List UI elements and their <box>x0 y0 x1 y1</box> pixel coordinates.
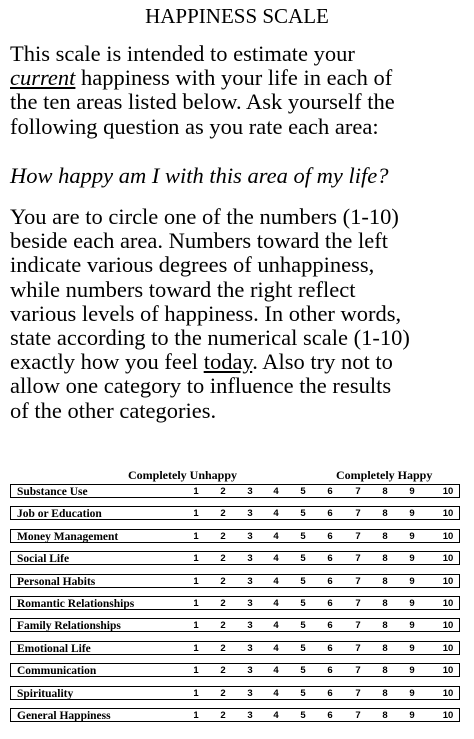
intro-line-1: This scale is intended to estimate your <box>10 41 355 66</box>
today-emphasis: today <box>203 349 253 375</box>
rating-option-1[interactable]: 1 <box>193 508 199 520</box>
rating-option-8[interactable]: 8 <box>382 486 388 497</box>
rating-option-2[interactable]: 2 <box>220 687 226 699</box>
rating-option-9[interactable]: 9 <box>409 710 415 721</box>
rating-option-8[interactable]: 8 <box>382 665 388 677</box>
area-label: Spirituality <box>17 687 74 700</box>
rating-option-3[interactable]: 3 <box>247 508 253 520</box>
rating-option-4[interactable]: 4 <box>273 508 279 520</box>
instructions-line-7-start: exactly how you feel <box>10 349 204 375</box>
rating-option-7[interactable]: 7 <box>355 486 361 497</box>
rating-option-10[interactable]: 10 <box>442 530 454 542</box>
rating-row <box>10 686 460 700</box>
rating-option-7[interactable]: 7 <box>355 687 361 699</box>
rating-option-1[interactable]: 1 <box>193 687 199 699</box>
rating-option-3[interactable]: 3 <box>247 665 253 677</box>
rating-option-2[interactable]: 2 <box>220 530 226 542</box>
area-label: General Happiness <box>17 710 111 722</box>
area-label: Emotional Life <box>17 642 91 655</box>
self-question: How happy am I with this area of my life? <box>10 163 389 188</box>
intro-line-3: the ten areas listed below. Ask yourself the <box>10 89 395 115</box>
area-label: Social Life <box>17 553 70 566</box>
area-label: Communication <box>17 665 97 678</box>
rating-option-6[interactable]: 6 <box>327 486 333 497</box>
rating-option-7[interactable]: 7 <box>355 620 361 632</box>
rating-option-9[interactable]: 9 <box>409 665 415 677</box>
rating-option-3[interactable]: 3 <box>247 620 253 632</box>
rating-option-7[interactable]: 7 <box>355 575 361 587</box>
rating-option-5[interactable]: 5 <box>300 530 306 542</box>
rating-option-1[interactable]: 1 <box>193 642 199 654</box>
rating-option-9[interactable]: 9 <box>409 486 415 497</box>
rating-option-8[interactable]: 8 <box>382 620 388 632</box>
rating-option-8[interactable]: 8 <box>382 687 388 699</box>
rating-option-9[interactable]: 9 <box>409 508 415 520</box>
rating-option-10[interactable]: 10 <box>442 486 454 497</box>
rating-option-3[interactable]: 3 <box>247 687 253 699</box>
rating-option-7[interactable]: 7 <box>355 530 361 542</box>
rating-option-4[interactable]: 4 <box>273 530 279 542</box>
rating-option-10[interactable]: 10 <box>442 642 454 654</box>
rating-option-5[interactable]: 5 <box>300 508 306 520</box>
rating-option-10[interactable]: 10 <box>442 710 454 721</box>
rating-option-2[interactable]: 2 <box>220 553 226 565</box>
rating-option-5[interactable]: 5 <box>300 575 306 587</box>
rating-option-3[interactable]: 3 <box>247 575 253 587</box>
rating-option-6[interactable]: 6 <box>327 508 333 520</box>
rating-option-6[interactable]: 6 <box>327 620 333 632</box>
rating-option-5[interactable]: 5 <box>300 620 306 632</box>
rating-option-1[interactable]: 1 <box>193 553 199 565</box>
rating-option-10[interactable]: 10 <box>442 553 454 565</box>
rating-option-8[interactable]: 8 <box>382 598 388 609</box>
rating-option-1[interactable]: 1 <box>193 710 199 721</box>
current-emphasis: current <box>10 65 76 91</box>
rating-option-2[interactable]: 2 <box>220 620 226 632</box>
area-label: Job or Education <box>17 508 102 521</box>
rating-option-3[interactable]: 3 <box>247 486 253 497</box>
instructions-line-5: various levels of happiness. In other words, <box>10 300 402 326</box>
instructions-line-2: beside each area. Numbers toward the left <box>10 228 388 254</box>
rating-option-4[interactable]: 4 <box>273 575 279 587</box>
rating-option-8[interactable]: 8 <box>382 530 388 542</box>
rating-option-10[interactable]: 10 <box>442 665 454 677</box>
rating-option-3[interactable]: 3 <box>247 710 253 721</box>
scale-header <box>0 468 474 484</box>
rating-option-10[interactable]: 10 <box>442 575 454 587</box>
rating-option-7[interactable]: 7 <box>355 598 361 609</box>
rating-option-4[interactable]: 4 <box>273 620 279 632</box>
area-label: Family Relationships <box>17 620 121 633</box>
rating-row <box>10 551 460 565</box>
rating-option-2[interactable]: 2 <box>220 575 226 587</box>
rating-option-4[interactable]: 4 <box>273 687 279 699</box>
intro-paragraph <box>10 42 472 139</box>
rating-option-8[interactable]: 8 <box>382 642 388 654</box>
completely-happy-label: Completely Happy <box>336 468 433 482</box>
rating-row <box>10 574 460 588</box>
rating-option-8[interactable]: 8 <box>382 508 388 520</box>
rating-option-3[interactable]: 3 <box>247 598 253 609</box>
instructions-line-3: indicate various degrees of unhappiness, <box>10 252 375 278</box>
rating-option-3[interactable]: 3 <box>247 553 253 565</box>
rating-option-8[interactable]: 8 <box>382 575 388 587</box>
instructions-line-1: You are to circle one of the numbers (1-10) <box>10 204 399 229</box>
rating-option-10[interactable]: 10 <box>442 687 454 699</box>
rating-option-2[interactable]: 2 <box>220 710 226 721</box>
area-label: Substance Use <box>17 486 88 498</box>
rating-option-7[interactable]: 7 <box>355 642 361 654</box>
rating-row <box>10 484 460 498</box>
instructions-line-4: while numbers toward the right reflect <box>10 276 356 302</box>
instructions-line-7-end: . Also try not to <box>252 349 393 375</box>
rating-option-5[interactable]: 5 <box>300 486 306 497</box>
rating-option-1[interactable]: 1 <box>193 486 199 497</box>
rating-option-1[interactable]: 1 <box>193 598 199 609</box>
rating-option-6[interactable]: 6 <box>327 530 333 542</box>
rating-row <box>10 596 460 610</box>
rating-option-6[interactable]: 6 <box>327 710 333 721</box>
rating-row <box>10 506 460 520</box>
rating-option-1[interactable]: 1 <box>193 575 199 587</box>
intro-line-2-rest: happiness with your life in each of <box>75 65 393 91</box>
rating-row <box>10 708 460 722</box>
rating-row <box>10 641 460 655</box>
rating-option-2[interactable]: 2 <box>220 598 226 609</box>
rating-option-5[interactable]: 5 <box>300 553 306 565</box>
rating-option-2[interactable]: 2 <box>220 508 226 520</box>
rating-option-3[interactable]: 3 <box>247 642 253 654</box>
rating-option-8[interactable]: 8 <box>382 710 388 721</box>
rating-option-5[interactable]: 5 <box>300 642 306 654</box>
rating-option-7[interactable]: 7 <box>355 553 361 565</box>
instructions-line-6: state according to the numerical scale (1-10) <box>10 325 410 351</box>
rating-option-4[interactable]: 4 <box>273 642 279 654</box>
rating-option-4[interactable]: 4 <box>273 665 279 677</box>
area-label: Romantic Relationships <box>17 598 135 610</box>
rating-option-10[interactable]: 10 <box>442 598 454 609</box>
rating-option-9[interactable]: 9 <box>409 598 415 609</box>
intro-line-4: following question as you rate each area: <box>10 113 379 139</box>
rating-row <box>10 529 460 543</box>
rating-option-6[interactable]: 6 <box>327 642 333 654</box>
instructions-line-8: allow one category to influence the results <box>10 373 392 399</box>
rating-option-2[interactable]: 2 <box>220 486 226 497</box>
rating-option-10[interactable]: 10 <box>442 620 454 632</box>
rating-option-4[interactable]: 4 <box>273 710 279 721</box>
rating-option-8[interactable]: 8 <box>382 553 388 565</box>
rating-option-9[interactable]: 9 <box>409 620 415 632</box>
page-title: HAPPINESS SCALE <box>145 4 329 28</box>
rating-option-9[interactable]: 9 <box>409 687 415 699</box>
rating-option-4[interactable]: 4 <box>273 598 279 609</box>
rating-option-10[interactable]: 10 <box>442 508 454 520</box>
rating-row <box>10 618 460 632</box>
rating-option-4[interactable]: 4 <box>273 486 279 497</box>
area-label: Money Management <box>17 530 119 543</box>
rating-option-1[interactable]: 1 <box>193 530 199 542</box>
intro-line-2 <box>10 66 472 90</box>
instructions-line-9: of the other categories. <box>10 397 217 423</box>
rating-option-4[interactable]: 4 <box>273 553 279 565</box>
rating-row <box>10 663 460 677</box>
rating-option-5[interactable]: 5 <box>300 598 306 609</box>
rating-option-9[interactable]: 9 <box>409 642 415 654</box>
rating-option-6[interactable]: 6 <box>327 687 333 699</box>
rating-option-9[interactable]: 9 <box>409 530 415 542</box>
area-label: Personal Habits <box>17 575 96 588</box>
rating-option-5[interactable]: 5 <box>300 687 306 699</box>
rating-option-2[interactable]: 2 <box>220 642 226 654</box>
rating-option-9[interactable]: 9 <box>409 575 415 587</box>
rating-option-9[interactable]: 9 <box>409 553 415 565</box>
rating-option-6[interactable]: 6 <box>327 598 333 609</box>
rating-option-7[interactable]: 7 <box>355 508 361 520</box>
instructions-line-7 <box>10 350 472 374</box>
rating-option-5[interactable]: 5 <box>300 710 306 721</box>
rating-option-2[interactable]: 2 <box>220 665 226 677</box>
rating-option-6[interactable]: 6 <box>327 665 333 677</box>
rating-option-6[interactable]: 6 <box>327 553 333 565</box>
rating-option-7[interactable]: 7 <box>355 665 361 677</box>
rating-option-6[interactable]: 6 <box>327 575 333 587</box>
rating-option-3[interactable]: 3 <box>247 530 253 542</box>
rating-option-7[interactable]: 7 <box>355 710 361 721</box>
rating-option-1[interactable]: 1 <box>193 665 199 677</box>
rating-option-1[interactable]: 1 <box>193 620 199 632</box>
instructions-paragraph <box>10 205 472 423</box>
rating-option-5[interactable]: 5 <box>300 665 306 677</box>
completely-unhappy-label: Completely Unhappy <box>128 468 238 482</box>
